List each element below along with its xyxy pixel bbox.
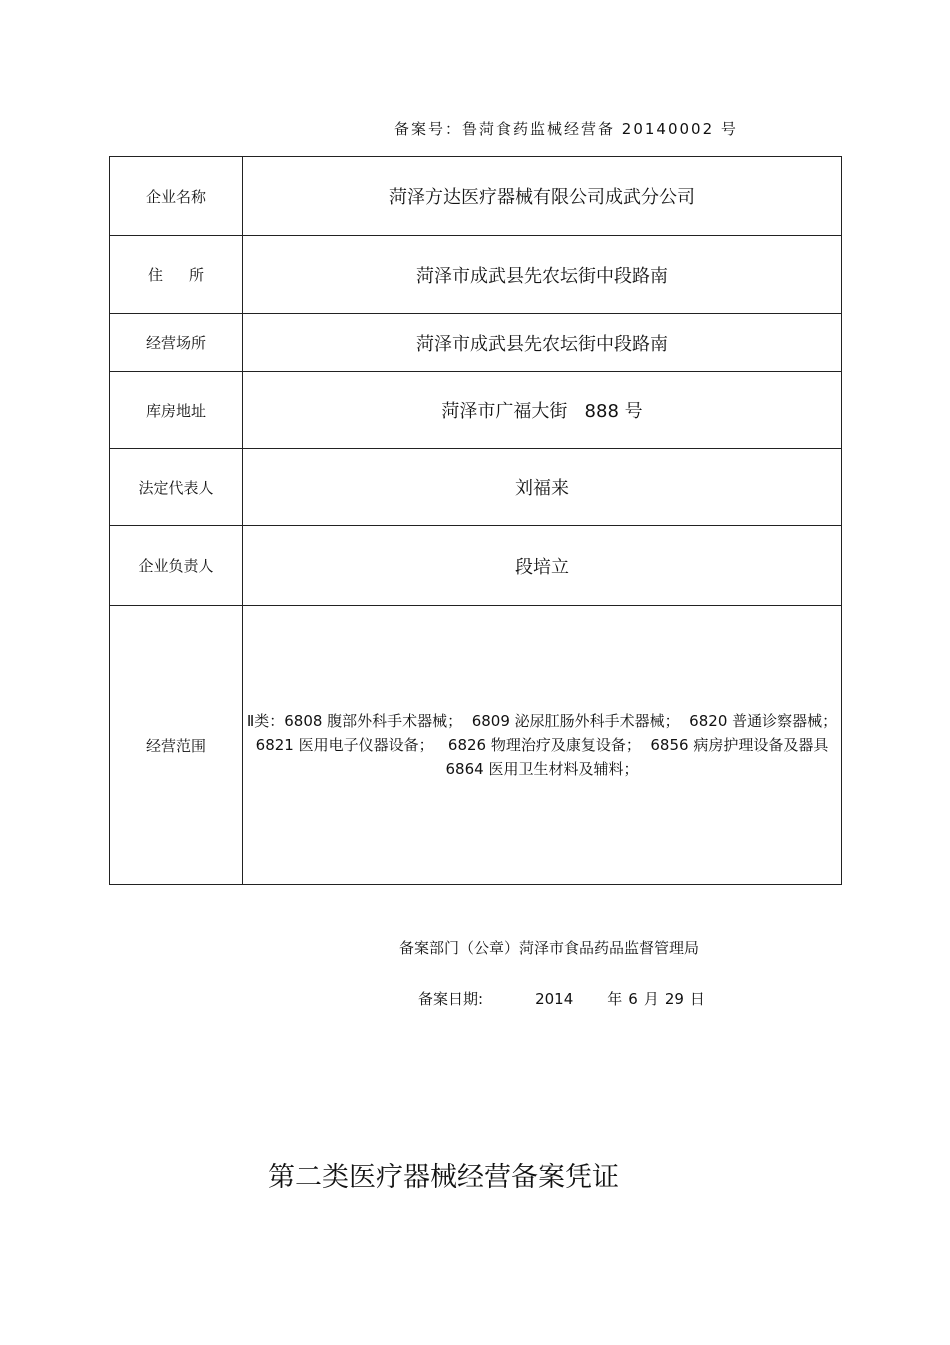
row-label-legal-representative: 法定代表人: [110, 449, 243, 526]
filing-date: [418, 988, 705, 1009]
filing-date-month-unit: 月: [643, 990, 659, 1008]
row-label-company-name: 企业名称: [110, 157, 243, 236]
table-row: [110, 314, 842, 372]
table-row: [110, 157, 842, 236]
filing-date-month: 6: [628, 990, 638, 1008]
filing-department: 备案部门（公章）菏泽市食品药品监督管理局: [399, 939, 700, 957]
row-label-domicile: [110, 236, 243, 314]
row-label-warehouse-address: 库房地址: [110, 372, 243, 449]
table-row: [110, 526, 842, 606]
registration-table: [109, 156, 847, 885]
record-number: 备案号：鲁菏食药监械经营备 20140002 号: [394, 120, 738, 138]
filing-date-day: 29: [664, 990, 684, 1008]
filing-date-day-unit: 日: [689, 990, 705, 1008]
business-premises-value: 菏泽市成武县先农坛街中段路南: [243, 314, 842, 372]
filing-date-label: 备案日期:: [418, 990, 484, 1008]
legal-representative-value: 刘福来: [243, 449, 842, 526]
certificate-title: 第二类医疗器械经营备案凭证: [268, 1162, 619, 1193]
company-name-value: 菏泽方达医疗器械有限公司成武分公司: [243, 157, 842, 236]
filing-date-year: 2014: [535, 990, 574, 1008]
filing-date-year-unit: 年: [607, 990, 623, 1008]
table-row: [110, 236, 842, 314]
enterprise-head-value: 段培立: [243, 526, 842, 606]
domicile-label-text: 住所: [147, 266, 230, 284]
row-label-enterprise-head: 企业负责人: [110, 526, 243, 606]
row-label-business-scope: 经营范围: [110, 606, 243, 885]
warehouse-address-value: 菏泽市广福大街 888 号: [243, 372, 842, 449]
domicile-value: 菏泽市成武县先农坛街中段路南: [243, 236, 842, 314]
table-row: [110, 372, 842, 449]
table-row: [110, 606, 842, 885]
business-scope-value: Ⅱ类：6808 腹部外科手术器械； 6809 泌尿肛肠外科手术器械； 6820 普通诊察器械； 6821 医用电子仪器设备； 6826 物理治疗及康复设备； 6856 病房护理设备及器具 6864 医用卫生材料及辅料；: [243, 606, 842, 885]
table-row: [110, 449, 842, 526]
row-label-business-premises: 经营场所: [110, 314, 243, 372]
